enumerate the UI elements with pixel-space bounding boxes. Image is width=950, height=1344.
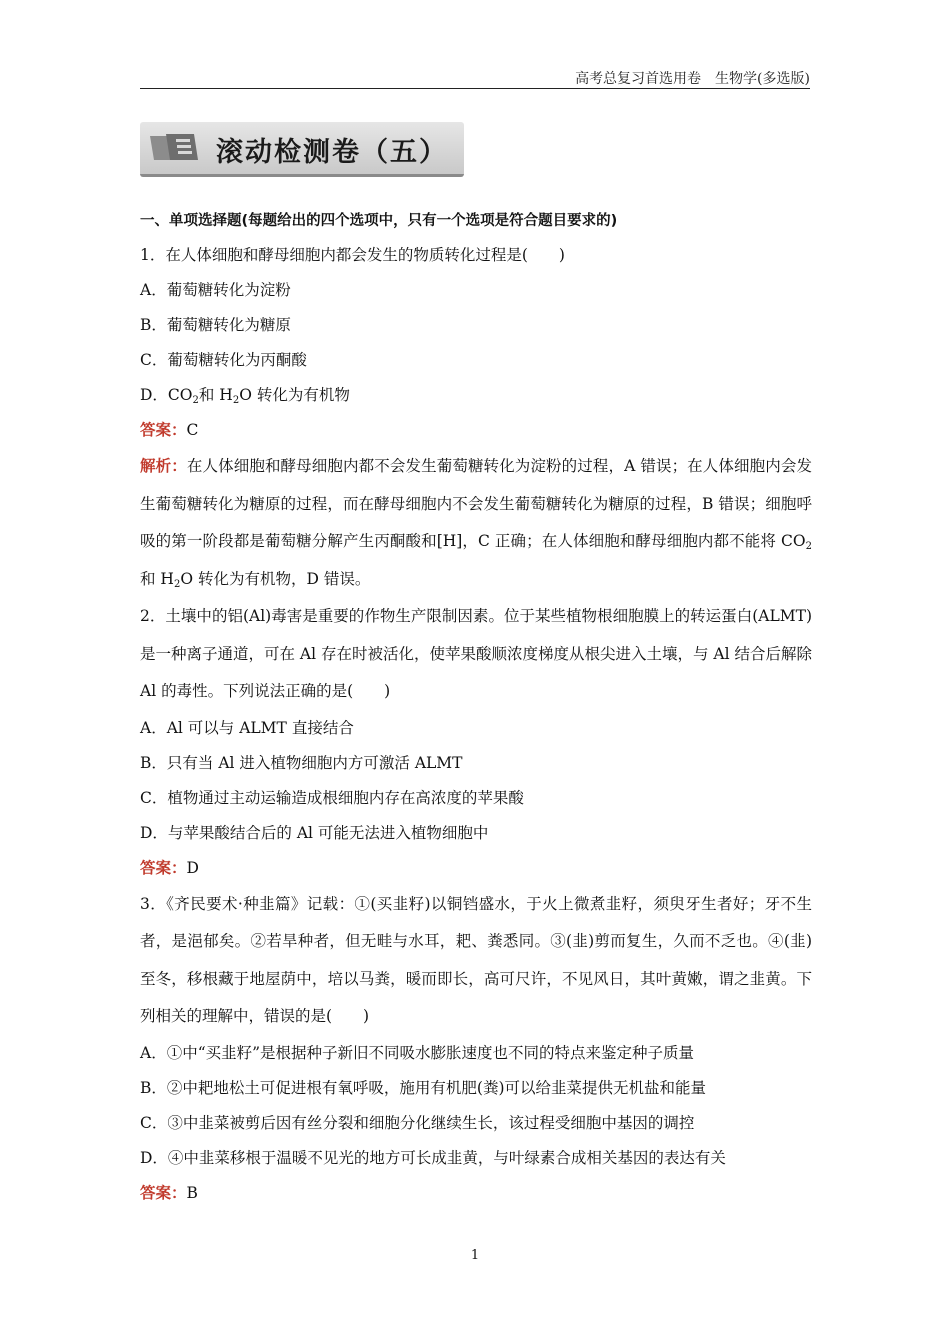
- q1-d-mid: 和 H: [198, 386, 233, 404]
- q2-option-a: A．Al 可以与 ALMT 直接结合: [140, 718, 354, 737]
- section-heading: 一、单项选择题(每题给出的四个选项中，只有一个选项是符合题目要求的): [140, 213, 618, 229]
- explanation-label: 解析：: [140, 457, 187, 475]
- answer-label: 答案：: [140, 1183, 187, 1202]
- q3-option-b: B．②中耙地松土可促进根有氧呼吸，施用有机肥(粪)可以给韭菜提供无机盐和能量: [140, 1078, 706, 1097]
- q1-option-d: [140, 378, 812, 413]
- q1-option-c: C．葡萄糖转化为丙酮酸: [140, 351, 307, 369]
- q1-explain-1: 在人体细胞和酵母细胞内都不会发生葡萄糖转化为淀粉的过程，A 错误；在人体细胞内会发生葡萄糖转化为糖原的过程，而在酵母细胞内不会发生葡萄糖转化为糖原的过程，B 错误；细胞呼吸的第一阶段都是葡萄糖分解产生丙酮酸和[H]，C 正确；在人体细胞和酵母细胞内都不能将 CO: [140, 457, 812, 550]
- q1-d-prefix: D．CO: [140, 386, 193, 404]
- q3-option-c: C．③中韭菜被剪后因有丝分裂和细胞分化继续生长，该过程受细胞中基因的调控: [140, 1113, 695, 1132]
- q1-explanation: [140, 448, 812, 598]
- document-body: [140, 206, 812, 1211]
- q2-stem: 2．土壤中的铝(Al)毒害是重要的作物生产限制因素。位于某些植物根细胞膜上的转运蛋白(ALMT)是一种离子通道，可在 Al 存在时被活化，使苹果酸顺浓度梯度从根尖进入土壤，与 Al 结合后解除 Al 的毒性。下列说法正确的是( ): [140, 607, 813, 700]
- q2-option-b: B．只有当 Al 进入植物细胞内方可激活 ALMT: [140, 753, 463, 772]
- running-header: 高考总复习首选用卷 生物学(多选版): [575, 71, 810, 87]
- q3-option-a: A．①中“买韭籽”是根据种子新旧不同吸水膨胀速度也不同的特点来鉴定种子质量: [140, 1043, 695, 1062]
- booklet-icon: [148, 130, 200, 166]
- q1-explain-3: O 转化为有机物，D 错误。: [180, 569, 371, 588]
- q1-option-a: A．葡萄糖转化为淀粉: [140, 281, 291, 299]
- q2-answer: [140, 851, 812, 886]
- q1-d-sub2: 2: [232, 395, 240, 406]
- title-banner: [140, 122, 464, 177]
- q1-answer-value: C: [186, 421, 199, 439]
- q1-d-sub1: 2: [192, 395, 199, 406]
- q1-option-b: B．葡萄糖转化为糖原: [140, 316, 291, 334]
- q3-option-d: D．④中韭菜移根于温暖不见光的地方可长成韭黄，与叶绿素合成相关基因的表达有关: [140, 1148, 726, 1167]
- q3-answer-value: B: [186, 1183, 198, 1202]
- q2-option-c: C．植物通过主动运输造成根细胞内存在高浓度的苹果酸: [140, 788, 524, 807]
- q2-answer-value: D: [186, 858, 199, 877]
- q1-d-suffix: O 转化为有机物: [239, 386, 350, 404]
- answer-label: 答案：: [140, 421, 187, 439]
- q1-stem: 1．在人体细胞和酵母细胞内都会发生的物质转化过程是( ): [140, 246, 565, 264]
- answer-label: 答案：: [140, 858, 187, 877]
- q1-explain-2: 和 H: [140, 569, 174, 588]
- q1-explain-sub1: 2: [805, 541, 812, 552]
- page-title: 滚动检测卷（五）: [216, 137, 448, 168]
- q3-stem: 3．《齐民要术·种韭篇》记载：①(买韭籽)以铜铛盛水，于火上微煮韭籽，须臾牙生者好；牙不生者，是浥郁矣。②若旱种者，但无畦与水耳，耙、粪悉同。③(韭)剪而复生，久而不乏也。④(韭)至冬，移根藏于地屋荫中，培以马粪，暖而即长，高可尺许，不见风日，其叶黄嫩，谓之韭黄。下列相关的理解中，错误的是( ): [140, 894, 812, 1025]
- q3-answer: [140, 1176, 812, 1211]
- q1-explain-sub2: 2: [173, 578, 181, 590]
- q1-answer: [140, 413, 812, 448]
- header-rule: [140, 88, 810, 89]
- q2-option-d: D．与苹果酸结合后的 Al 可能无法进入植物细胞中: [140, 823, 489, 842]
- page-number: 1: [470, 1248, 480, 1263]
